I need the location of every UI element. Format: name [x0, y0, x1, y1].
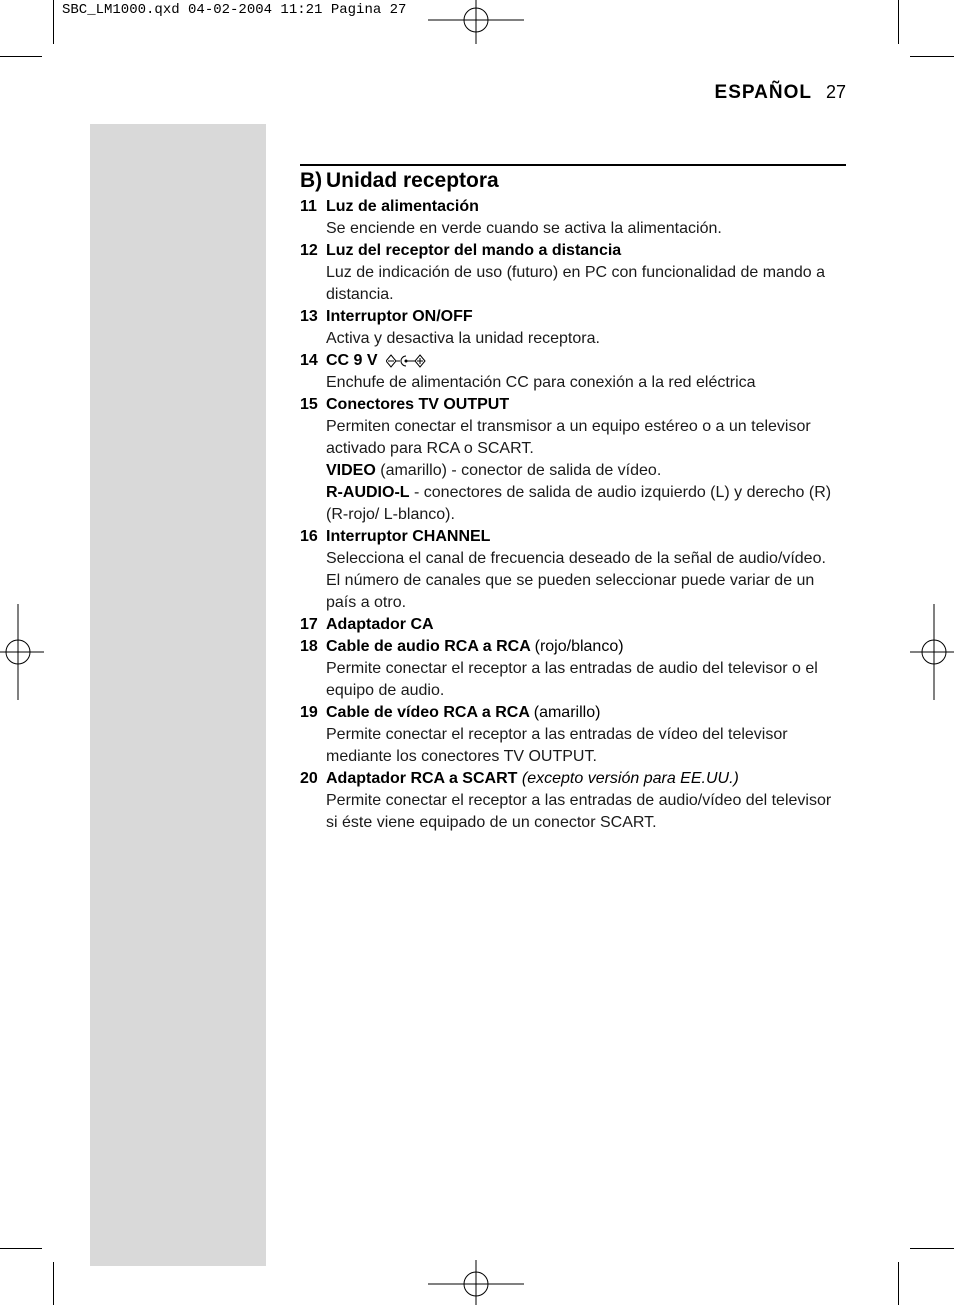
item-title: Interruptor ON/OFF	[326, 308, 473, 325]
item-heading	[300, 394, 846, 416]
page-header	[715, 82, 846, 104]
sub-text: - conectores de salida de audio izquierdo (L) y derecho (R) (R-rojo/ L-blanco).	[326, 484, 832, 523]
registration-mark-icon	[428, 1260, 524, 1305]
item-description: Luz de indicación de uso (futuro) en PC con funcionalidad de mando a distancia.	[326, 264, 825, 303]
item-description: Selecciona el canal de frecuencia deseado de la señal de audio/vídeo.	[326, 550, 826, 567]
crop-mark	[0, 56, 42, 57]
item-number: 19	[300, 704, 318, 721]
item-title: Cable de audio RCA a RCA	[326, 638, 531, 655]
item-title: Conectores TV OUTPUT	[326, 396, 510, 413]
item-number: 17	[300, 616, 318, 633]
item-title: Cable de vídeo RCA a RCA	[326, 704, 530, 721]
language-label: ESPAÑOL	[714, 82, 812, 103]
item-heading	[300, 306, 846, 328]
crop-mark	[910, 1248, 954, 1249]
item-heading	[300, 768, 846, 790]
dc-polarity-icon	[386, 354, 426, 368]
item-number: 18	[300, 638, 318, 655]
list-item	[300, 350, 846, 394]
crop-mark	[0, 1248, 42, 1249]
section-title	[300, 168, 846, 194]
item-number: 14	[300, 352, 318, 369]
item-description: Activa y desactiva la unidad receptora.	[326, 330, 600, 347]
item-description: Permite conectar el receptor a las entradas de vídeo del televisor mediante los conectores TV OUTPUT.	[326, 726, 788, 765]
item-subdescription	[300, 460, 846, 482]
crop-mark	[910, 56, 954, 57]
item-number: 11	[300, 198, 317, 215]
registration-mark-icon	[0, 604, 44, 700]
sub-label: VIDEO	[326, 462, 376, 479]
sidebar-panel	[90, 124, 266, 1266]
item-subdescription	[300, 482, 846, 526]
item-heading	[300, 196, 846, 218]
item-description: Permite conectar el receptor a las entradas de audio/vídeo del televisor si éste viene equipado de un conector SCART.	[326, 792, 832, 831]
print-slug: SBC_LM1000.qxd 04-02-2004 11:21 Pagina 27	[62, 2, 407, 18]
item-number: 13	[300, 308, 318, 325]
list-item	[300, 240, 846, 306]
item-description: Enchufe de alimentación CC para conexión a la red eléctrica	[326, 374, 756, 391]
content-area	[300, 168, 846, 834]
item-title-note: (excepto versión para EE.UU.)	[521, 770, 739, 787]
list-item	[300, 768, 846, 834]
item-heading	[300, 350, 846, 372]
page-number: 27	[825, 82, 846, 102]
section-rule	[300, 164, 846, 166]
list-item	[300, 526, 846, 614]
list-item	[300, 196, 846, 240]
item-heading	[300, 240, 846, 262]
item-title: Luz de alimentación	[326, 198, 479, 215]
item-heading	[300, 636, 846, 658]
item-description: Se enciende en verde cuando se activa la alimentación.	[326, 220, 722, 237]
item-title: CC 9 V	[326, 352, 378, 369]
item-number: 20	[300, 770, 318, 787]
item-description: Permite conectar el receptor a las entradas de audio del televisor o el equipo de audio.	[326, 660, 818, 699]
section-letter: B)	[300, 169, 323, 192]
item-number: 12	[300, 242, 318, 259]
item-number: 16	[300, 528, 318, 545]
sub-text: (amarillo) - conector de salida de vídeo.	[375, 462, 662, 479]
list-item	[300, 636, 846, 702]
sub-label: R-AUDIO-L	[326, 484, 410, 501]
item-heading	[300, 702, 846, 724]
registration-mark-icon	[428, 0, 524, 44]
item-title: Luz del receptor del mando a distancia	[326, 242, 622, 259]
item-title: Adaptador RCA a SCART	[326, 770, 518, 787]
item-heading	[300, 614, 846, 636]
crop-mark	[898, 1262, 899, 1305]
item-title: Adaptador CA	[326, 616, 434, 633]
item-description: El número de canales que se pueden seleccionar puede variar de un país a otro.	[326, 572, 815, 611]
list-item	[300, 394, 846, 526]
crop-mark	[53, 0, 54, 44]
item-heading	[300, 526, 846, 548]
crop-mark	[53, 1262, 54, 1305]
list-item	[300, 614, 846, 636]
registration-mark-icon	[910, 604, 954, 700]
item-title-suffix: (amarillo)	[533, 704, 601, 721]
item-title: Interruptor CHANNEL	[326, 528, 491, 545]
item-number: 15	[300, 396, 318, 413]
item-description: Permiten conectar el transmisor a un equipo estéreo o a un televisor activado para RCA o SCART.	[326, 418, 811, 457]
section-title-text: Unidad receptora	[326, 169, 499, 192]
list-item	[300, 702, 846, 768]
crop-mark	[898, 0, 899, 44]
item-title-suffix: (rojo/blanco)	[534, 638, 624, 655]
list-item	[300, 306, 846, 350]
